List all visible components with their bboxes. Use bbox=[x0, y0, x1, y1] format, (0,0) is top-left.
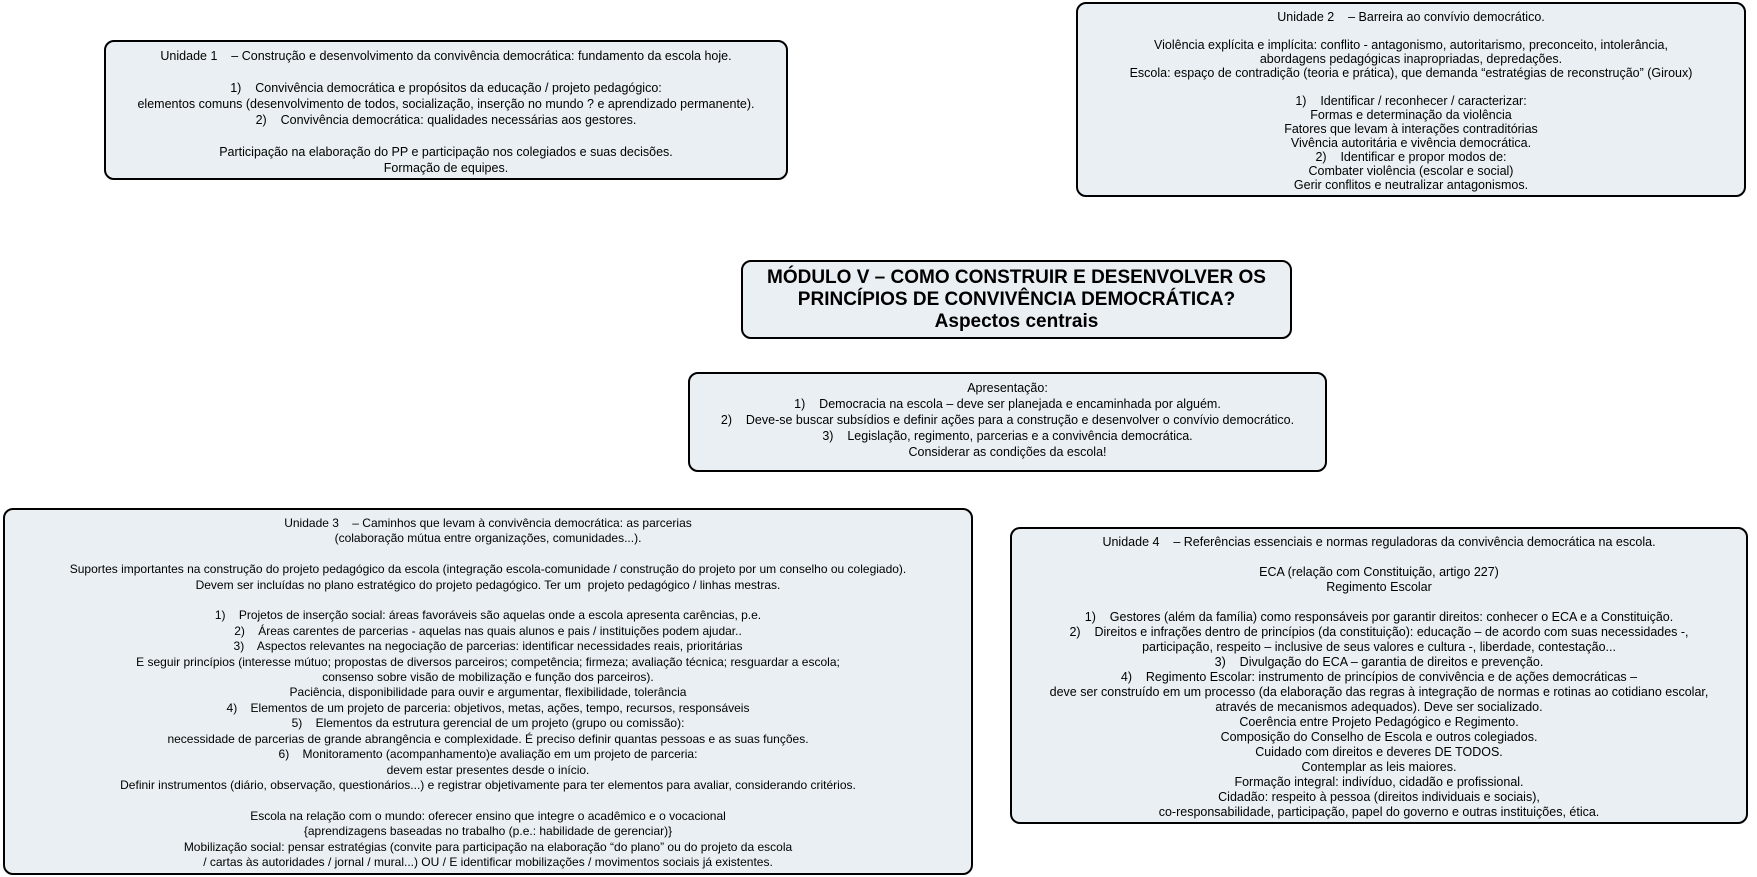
unidade-1-box bbox=[104, 40, 788, 180]
text-line: elementos comuns (desenvolvimento de todos, socialização, inserção no mundo ? e aprendizado permanente). bbox=[137, 97, 755, 111]
unidade-2-box bbox=[1076, 2, 1746, 197]
text-line: Devem ser incluídas no plano estratégico do projeto pedagógico. Ter um projeto pedagógico / linhas mestras. bbox=[195, 577, 781, 592]
text-line: necessidade de parcerias de grande abrangência e complexidade. É preciso definir quantas pessoas e as suas funções. bbox=[167, 731, 809, 746]
text-line: 1) Convivência democrática e propósitos da educação / projeto pedagógico: bbox=[230, 81, 662, 95]
text-line: Definir instrumentos (diário, observação, questionários...) e registrar objetivamente para ter elementos para avaliar, considerando critérios. bbox=[120, 777, 856, 792]
text-line bbox=[1016, 595, 1742, 610]
apresentacao-box bbox=[688, 372, 1327, 472]
text-line: 2) Identificar e propor modos de: bbox=[1315, 150, 1507, 164]
text-line: consenso sobre visão de mobilização e função dos parceiros). bbox=[322, 670, 654, 685]
text-line: PRINCÍPIOS DE CONVIVÊNCIA DEMOCRÁTICA? bbox=[797, 289, 1236, 310]
text-line: deve ser construído em um processo (da elaboração das regras à integração de normas e rotinas ao cotidiano escolar, bbox=[1049, 685, 1709, 699]
text-line: 2) Deve-se buscar subsídios e definir ações para a construção e desenvolver o convívio democrático. bbox=[720, 413, 1295, 427]
text-line: Combater violência (escolar e social) bbox=[1308, 164, 1514, 178]
text-line: 5) Elementos da estrutura gerencial de um projeto (grupo ou comissão): bbox=[291, 716, 685, 731]
text-line: 4) Elementos de um projeto de parceria: objetivos, metas, ações, tempo, recursos, responsáveis bbox=[226, 700, 750, 715]
text-line: Cuidado com direitos e deveres DE TODOS. bbox=[1255, 745, 1503, 759]
text-line: 6) Monitoramento (acompanhamento)e avaliação em um projeto de parceria: bbox=[278, 747, 698, 762]
text-line: 2) Convivência democrática: qualidades necessárias aos gestores. bbox=[255, 113, 637, 127]
text-line bbox=[1082, 24, 1740, 38]
text-line: 2) Direitos e infrações dentro de princípios (da constituição): educação – de acordo com suas necessidades -, bbox=[1069, 625, 1689, 639]
text-line: ECA (relação com Constituição, artigo 227) bbox=[1259, 565, 1499, 579]
text-line: 1) Gestores (além da família) como responsáveis por garantir direitos: conhecer o ECA e a Constituição. bbox=[1084, 610, 1674, 624]
text-line bbox=[9, 547, 967, 562]
text-line: Composição do Conselho de Escola e outros colegiados. bbox=[1220, 730, 1538, 744]
text-line: Considerar as condições da escola! bbox=[908, 445, 1107, 459]
text-line: 3) Aspectos relevantes na negociação de parcerias: identificar necessidades reais, prioritárias bbox=[233, 639, 743, 654]
text-line: participação, respeito – inclusive de seus valores e cultura -, liberdade, contestação... bbox=[1142, 640, 1616, 654]
text-line: 4) Regimento Escolar: instrumento de princípios de convivência e de ações democráticas – bbox=[1120, 670, 1638, 684]
text-line bbox=[110, 128, 782, 144]
text-line: Unidade 2 – Barreira ao convívio democrático. bbox=[1277, 10, 1545, 24]
text-line: Cidadão: respeito à pessoa (direitos individuais e sociais), bbox=[1218, 790, 1540, 804]
text-line: Unidade 3 – Caminhos que levam à convivência democrática: as parcerias bbox=[284, 516, 692, 530]
text-line: Escola: espaço de contradição (teoria e prática), que demanda “estratégias de reconstrução” (Giroux) bbox=[1129, 66, 1693, 80]
text-line bbox=[1016, 550, 1742, 565]
text-line: Unidade 4 – Referências essenciais e normas reguladoras da convivência democrática na escola. bbox=[1102, 535, 1656, 549]
text-line: Coerência entre Projeto Pedagógico e Regimento. bbox=[1239, 715, 1519, 729]
text-line bbox=[1082, 80, 1740, 94]
text-line: Fatores que levam à interações contraditórias bbox=[1284, 122, 1538, 136]
text-line: Paciência, disponibilidade para ouvir e argumentar, flexibilidade, tolerância bbox=[289, 685, 687, 700]
text-line: abordagens pedagógicas inapropriadas, depredações. bbox=[1259, 52, 1563, 66]
text-line: (colaboração mútua entre organizações, comunidades...). bbox=[334, 531, 642, 546]
text-line: Mobilização social: pensar estratégias (convite para participação na elaboração “do plano” ou do projeto da escola bbox=[183, 839, 793, 854]
text-line: através de mecanismos adequados). Deve ser socializado. bbox=[1215, 700, 1543, 714]
text-line: Regimento Escolar bbox=[1326, 580, 1432, 594]
text-line: 1) Democracia na escola – deve ser planejada e encaminhada por alguém. bbox=[794, 397, 1221, 411]
text-line: Apresentação: bbox=[967, 381, 1048, 395]
text-line: 1) Identificar / reconhecer / caracterizar: bbox=[1295, 94, 1527, 108]
text-line: 3) Legislação, regimento, parcerias e a convivência democrática. bbox=[822, 429, 1193, 443]
text-line: / cartas às autoridades / jornal / mural...) OU / E identificar mobilizações / movimentos sociais já existentes. bbox=[203, 854, 773, 869]
unidade-3-box bbox=[3, 508, 973, 875]
module-title-box bbox=[741, 260, 1292, 339]
text-line: MÓDULO V – COMO CONSTRUIR E DESENVOLVER OS bbox=[767, 267, 1266, 288]
text-line bbox=[9, 793, 967, 808]
text-line: Gerir conflitos e neutralizar antagonismos. bbox=[1293, 178, 1529, 192]
text-line: E seguir princípios (interesse mútuo; propostas de diversos parceiros; competência; firmeza; avaliação técnica; resguardar a escola; bbox=[136, 654, 840, 669]
text-line: co-responsabilidade, participação, papel do governo e outras instituições, ética. bbox=[1158, 805, 1600, 819]
text-line: Vivência autoritária e vivência democrática. bbox=[1290, 136, 1532, 150]
text-line: {aprendizagens baseadas no trabalho (p.e.: habilidade de gerenciar)} bbox=[303, 824, 673, 839]
text-line: Suportes importantes na construção do projeto pedagógico da escola (integração escola-comunidade / construção do projeto por um conselho ou colegiado). bbox=[69, 562, 907, 577]
text-line: Escola na relação com o mundo: oferecer ensino que integre o acadêmico e o vocacional bbox=[250, 808, 726, 823]
text-line bbox=[9, 593, 967, 608]
text-line: 2) Áreas carentes de parcerias - aquelas nas quais alunos e pais / instituições podem ajudar.. bbox=[234, 623, 742, 638]
text-line: Formas e determinação da violência bbox=[1310, 108, 1512, 122]
unidade-4-box bbox=[1010, 527, 1748, 824]
text-line bbox=[110, 64, 782, 80]
text-line: 1) Projetos de inserção social: áreas favoráveis são aquelas onde a escola apresenta carências, p.e. bbox=[214, 608, 762, 623]
text-line: Contemplar as leis maiores. bbox=[1301, 760, 1457, 774]
text-line: devem estar presentes desde o início. bbox=[386, 762, 590, 777]
text-line: Violência explícita e implícita: conflito - antagonismo, autoritarismo, preconceito, intolerância, bbox=[1154, 38, 1668, 52]
text-line: Unidade 1 – Construção e desenvolvimento da convivência democrática: fundamento da escola hoje. bbox=[160, 49, 732, 63]
text-line: 3) Divulgação do ECA – garantia de direitos e prevenção. bbox=[1214, 655, 1544, 669]
text-line: Aspectos centrais bbox=[934, 311, 1099, 332]
text-line: Participação na elaboração do PP e participação nos colegiados e suas decisões. bbox=[219, 145, 673, 159]
text-line: Formação de equipes. bbox=[383, 161, 509, 175]
text-line: Formação integral: indivíduo, cidadão e profissional. bbox=[1234, 775, 1524, 789]
